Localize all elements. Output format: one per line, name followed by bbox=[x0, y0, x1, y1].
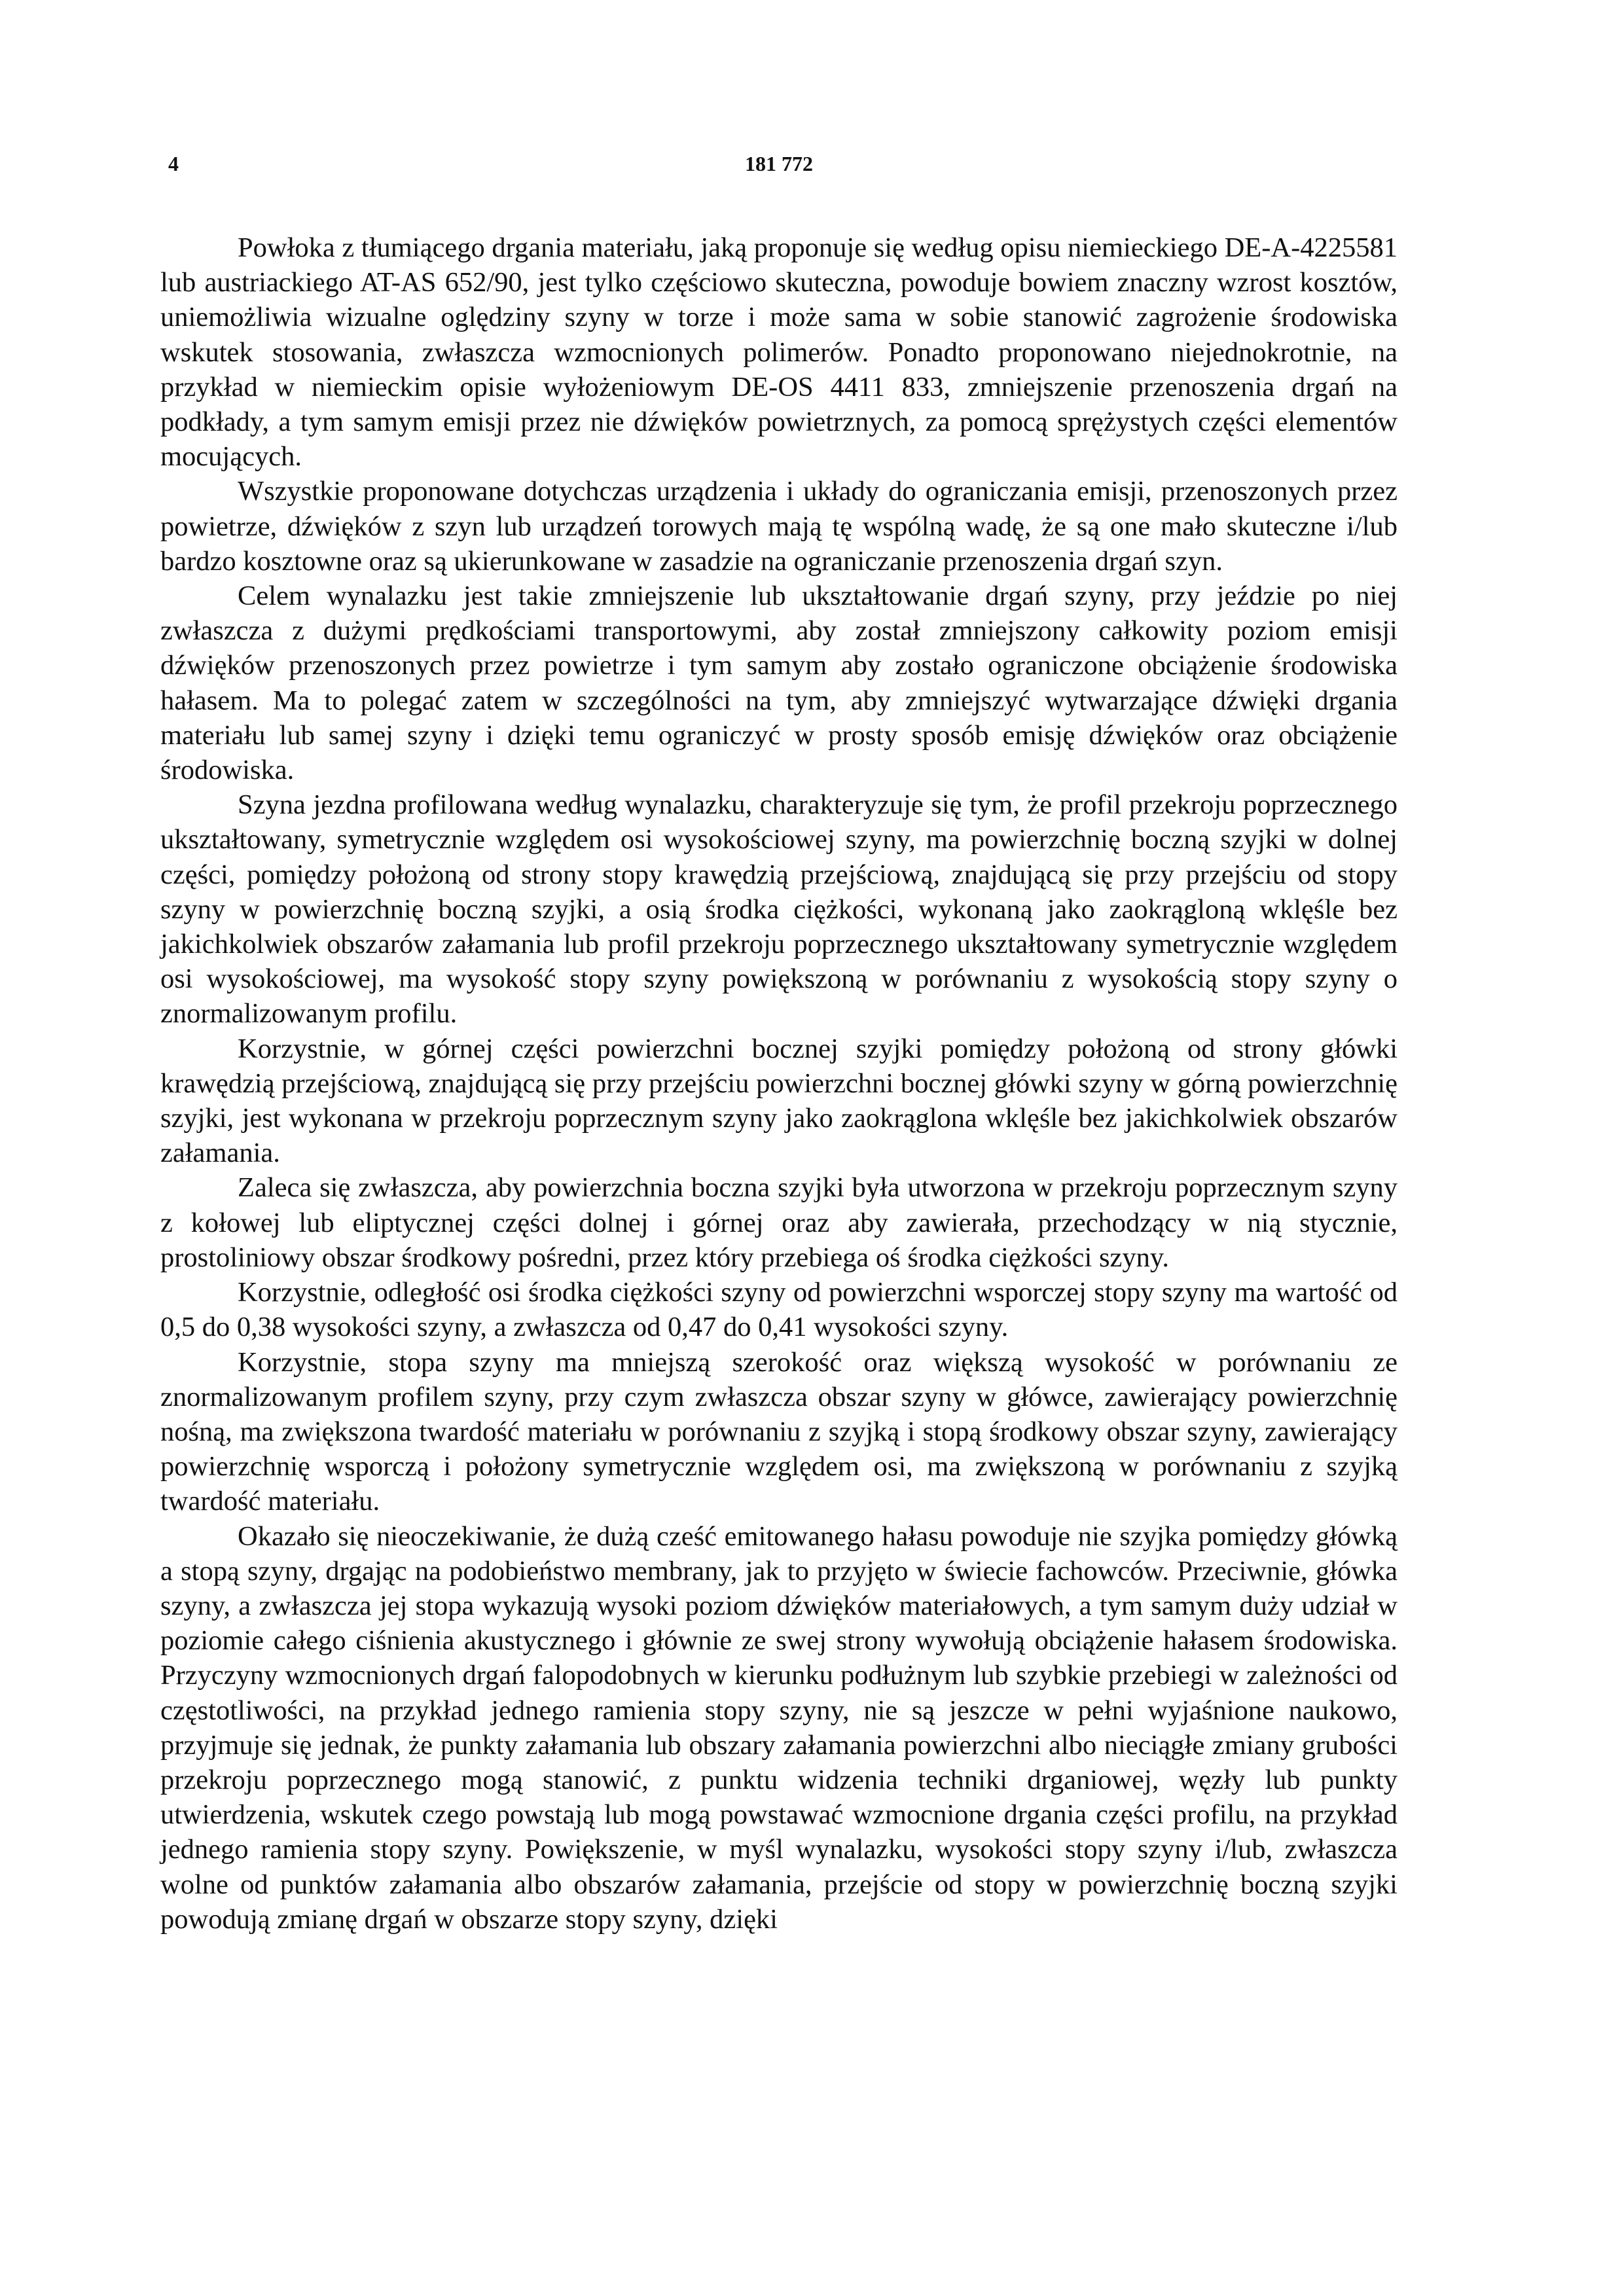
page-number: 4 bbox=[168, 152, 179, 175]
paragraph: Korzystnie, w górnej części powierzchni bocznej szyjki pomiędzy położoną od strony główki krawędzią przejściową, znajdującą się przy przejściu powierzchni bocznej główki szyny w górną powierzchnię szyjki, jest wykonana w przekroju poprzecznym szyny jako zaokrąglona wklęśle bez jakichkolwiek obszarów załamania. bbox=[160, 1033, 1398, 1169]
paragraph: Wszystkie proponowane dotychczas urządzenia i układy do ograniczania emisji, przenoszonych przez powietrze, dźwięków z szyn lub urządzeń torowych mają tę wspólną wadę, że są one mało skuteczne i/lub bardzo kosztowne oraz są ukierunkowane w zasadzie na ograniczanie przenoszenia drgań szyn. bbox=[160, 476, 1398, 577]
paragraph: Szyna jezdna profilowana według wynalazku, charakteryzuje się tym, że profil przekroju poprzecznego ukształtowany, symetrycznie względem osi wysokościowej szyny, ma powierzchnię boczną szyjki w dolnej części, pomiędzy położoną od strony stopy krawędzią przejściową, znajdującą się przy przejściu od stopy szyny w powierzchnię boczną szyjki, a osią środka ciężkości, wykonaną jako zaokrągloną wklęśle bez jakichkolwiek obszarów załamania lub profil przekroju poprzecznego ukształtowany symetrycznie względem osi wysokościowej, ma wysokość stopy szyny powiększoną w porównaniu z wysokością stopy szyny o znormalizowanym profilu. bbox=[160, 789, 1398, 1030]
paragraph: Korzystnie, stopa szyny ma mniejszą szerokość oraz większą wysokość w porównaniu ze znormalizowanym profilem szyny, przy czym zwłaszcza obszar szyny w główce, zawierający powierzchnię nośną, ma zwiększona twardość materiału w porównaniu z szyjką i stopą środkowy obszar szyny, zawierający powierzchnię wsporczą i położony symetrycznie względem osi, ma zwiększoną w porównaniu z szyjką twardość materiału. bbox=[160, 1346, 1398, 1517]
paragraph: Okazało się nieoczekiwanie, że dużą cześć emitowanego hałasu powoduje nie szyjka pomiędzy główką a stopą szyny, drgając na podobieństwo membrany, jak to przyjęto w świecie fachowców. Przeciwnie, główka szyny, a zwłaszcza jej stopa wykazują wysoki poziom dźwięków materiałowych, a tym samym duży udział w poziomie całego ciśnienia akustycznego i głównie ze swej strony wywołują obciążenie hałasem środowiska. Przyczyny wzmocnionych drgań falopodobnych w kierunku podłużnym lub szybkie przebiegi w zależności od częstotliwości, na przykład jednego ramienia stopy szyny, nie są jeszcze w pełni wyjaśnione naukowo, przyjmuje się jednak, że punkty załamania lub obszary załamania powierzchni albo nieciągłe zmiany grubości przekroju poprzecznego mogą stanowić, z punktu widzenia techniki drganiowej, węzły lub punkty utwierdzenia, wskutek czego powstają lub mogą powstawać wzmocnione drgania części profilu, na przykład jednego ramienia stopy szyny. Powiększenie, w myśl wynalazku, wysokości stopy szyny i/lub, zwłaszcza wolne od punktów załamania albo obszarów załamania, przejście od stopy w powierzchnię boczną szyjki powodują zmianę drgań w obszarze stopy szyny, dzięki bbox=[160, 1520, 1398, 1935]
paragraph: Korzystnie, odległość osi środka ciężkości szyny od powierzchni wsporczej stopy szyny ma wartość od 0,5 do 0,38 wysokości szyny, a zwłaszcza od 0,47 do 0,41 wysokości szyny. bbox=[160, 1277, 1398, 1343]
paragraph: Powłoka z tłumiącego drgania materiału, jaką proponuje się według opisu niemieckiego DE-A-4225581 lub austriackiego AT-AS 652/90, jest tylko częściowo skuteczna, powoduje bowiem znaczny wzrost kosztów, uniemożliwia wizualne oględziny szyny w torze i może sama w sobie stanowić zagrożenie środowiska wskutek stosowania, zwłaszcza wzmocnionych polimerów. Ponadto proponowano niejednokrotnie, na przykład w niemieckim opisie wyłożeniowym DE-OS 4411 833, zmniejszenie przenoszenia drgań na podkłady, a tym samym emisji przez nie dźwięków powietrznych, za pomocą sprężystych części elementów mocujących. bbox=[160, 232, 1398, 473]
page-header bbox=[160, 152, 1398, 185]
paragraph: Celem wynalazku jest takie zmniejszenie lub ukształtowanie drgań szyny, przy jeździe po niej zwłaszcza z dużymi prędkościami transportowymi, aby został zmniejszony całkowity poziom emisji dźwięków przenoszonych przez powietrze i tym samym aby zostało ograniczone obciążenie środowiska hałasem. Ma to polegać zatem w szczególności na tym, aby zmniejszyć wytwarzające dźwięki drgania materiału lub samej szyny i dzięki temu ograniczyć w prosty sposób emisję dźwięków oraz obciążenie środowiska. bbox=[160, 581, 1398, 786]
patent-number: 181 772 bbox=[745, 152, 813, 175]
body-text bbox=[160, 230, 1398, 1937]
paragraph: Zaleca się zwłaszcza, aby powierzchnia boczna szyjki była utworzona w przekroju poprzecznym szyny z kołowej lub eliptycznej części dolnej i górnej oraz aby zawierała, przechodzący w nią stycznie, prostoliniowy obszar środkowy pośredni, przez który przebiega oś środka ciężkości szyny. bbox=[160, 1172, 1398, 1273]
